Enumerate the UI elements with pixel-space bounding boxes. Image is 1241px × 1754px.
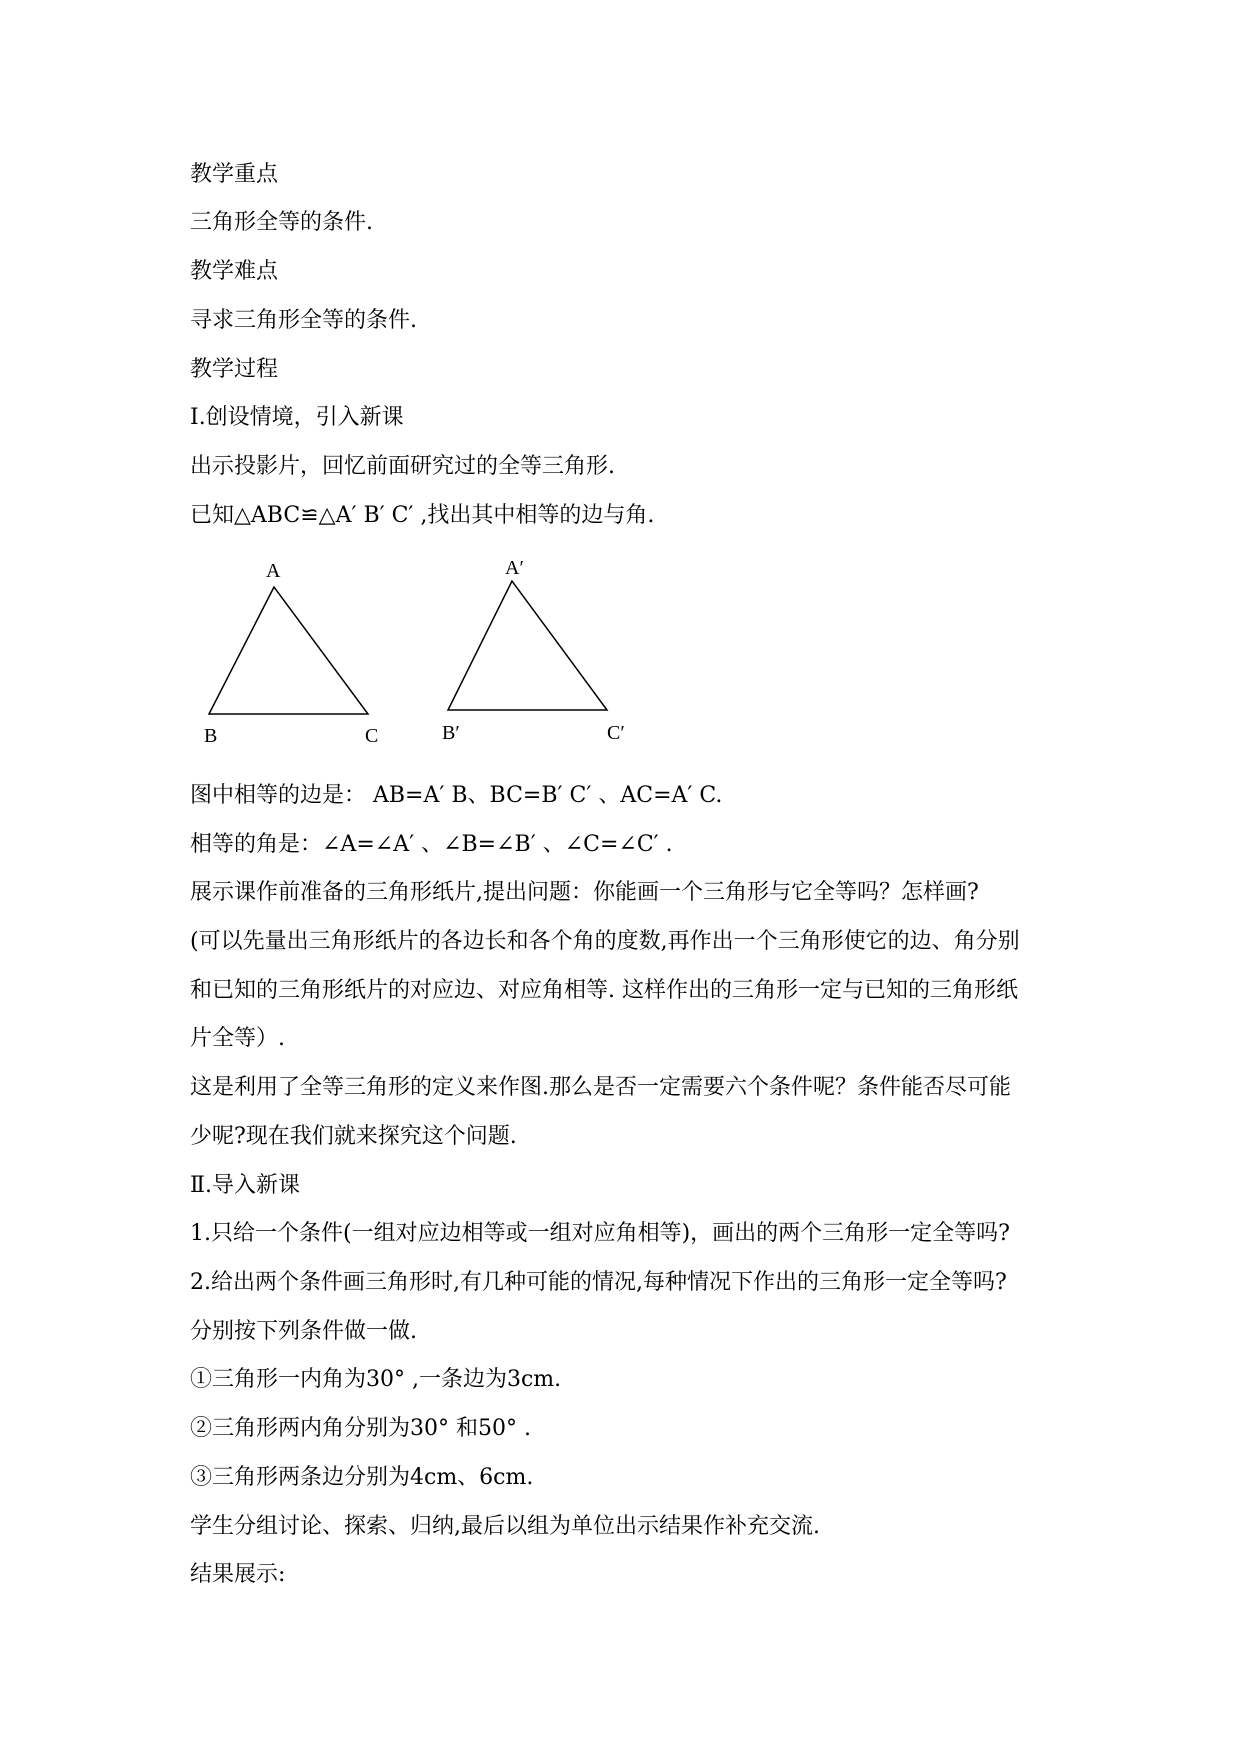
line-key-points-text: 三角形全等的条件. xyxy=(190,210,373,235)
label-b-prime: B′ xyxy=(442,722,460,744)
label-c: C xyxy=(365,725,379,747)
line-process-heading: 教学过程 xyxy=(190,357,279,382)
triangle-figure xyxy=(190,555,650,755)
line-question-2: 2.给出两个条件画三角形时,有几种可能的情况,每种情况下作出的三角形一定全等吗? xyxy=(190,1270,1007,1295)
label-a-prime: A′ xyxy=(505,557,524,579)
line-section-1-heading: Ⅰ.创设情境，引入新课 xyxy=(190,405,404,430)
line-definition-1: 这是利用了全等三角形的定义来作图.那么是否一定需要六个条件呢？条件能否尽可能 xyxy=(190,1075,1011,1100)
line-given-congruence: 已知△ABC≌△A′ B′ C′ ,找出其中相等的边与角. xyxy=(190,503,655,528)
line-equal-angles: 相等的角是：∠A=∠A′ 、∠B=∠B′ 、∠C=∠C′ . xyxy=(190,832,673,857)
line-method-3: 片全等）. xyxy=(190,1026,285,1051)
line-difficulty-heading: 教学难点 xyxy=(190,259,279,284)
line-instructions: 分别按下列条件做一做. xyxy=(190,1319,417,1344)
triangle-diagram xyxy=(190,555,650,755)
line-condition-2: ②三角形两内角分别为30° 和50° . xyxy=(190,1416,531,1441)
line-question-1: 1.只给一个条件(一组对应边相等或一组对应角相等)，画出的两个三角形一定全等吗? xyxy=(190,1221,1010,1246)
label-b: B xyxy=(204,725,218,747)
triangle-abc xyxy=(209,587,368,714)
line-definition-2: 少呢?现在我们就来探究这个问题. xyxy=(190,1124,517,1149)
line-equal-sides: 图中相等的边是： AB=A′ B、BC=B′ C′ 、AC=A′ C. xyxy=(190,783,723,808)
line-condition-3: ③三角形两条边分别为4cm、6cm. xyxy=(190,1465,534,1490)
line-key-points-heading: 教学重点 xyxy=(190,162,279,187)
line-method-1: (可以先量出三角形纸片的各边长和各个角的度数,再作出一个三角形使它的边、角分别 xyxy=(190,929,1020,954)
label-a: A xyxy=(266,560,281,582)
label-c-prime: C′ xyxy=(607,722,625,744)
line-show-slide: 出示投影片，回忆前面研究过的全等三角形. xyxy=(190,454,615,479)
line-difficulty-text: 寻求三角形全等的条件. xyxy=(190,308,417,333)
line-section-2-heading: Ⅱ.导入新课 xyxy=(190,1173,300,1198)
line-method-2: 和已知的三角形纸片的对应边、对应角相等. 这样作出的三角形一定与已知的三角形纸 xyxy=(190,978,1018,1003)
triangle-a-prime-b-prime-c-prime xyxy=(448,581,607,710)
line-condition-1: ①三角形一内角为30° ,一条边为3cm. xyxy=(190,1367,562,1392)
line-show-paper-triangle: 展示课作前准备的三角形纸片,提出问题：你能画一个三角形与它全等吗？怎样画? xyxy=(190,880,979,905)
line-group-discussion: 学生分组讨论、探索、归纳,最后以组为单位出示结果作补充交流. xyxy=(190,1514,820,1539)
line-results: 结果展示: xyxy=(190,1562,286,1587)
